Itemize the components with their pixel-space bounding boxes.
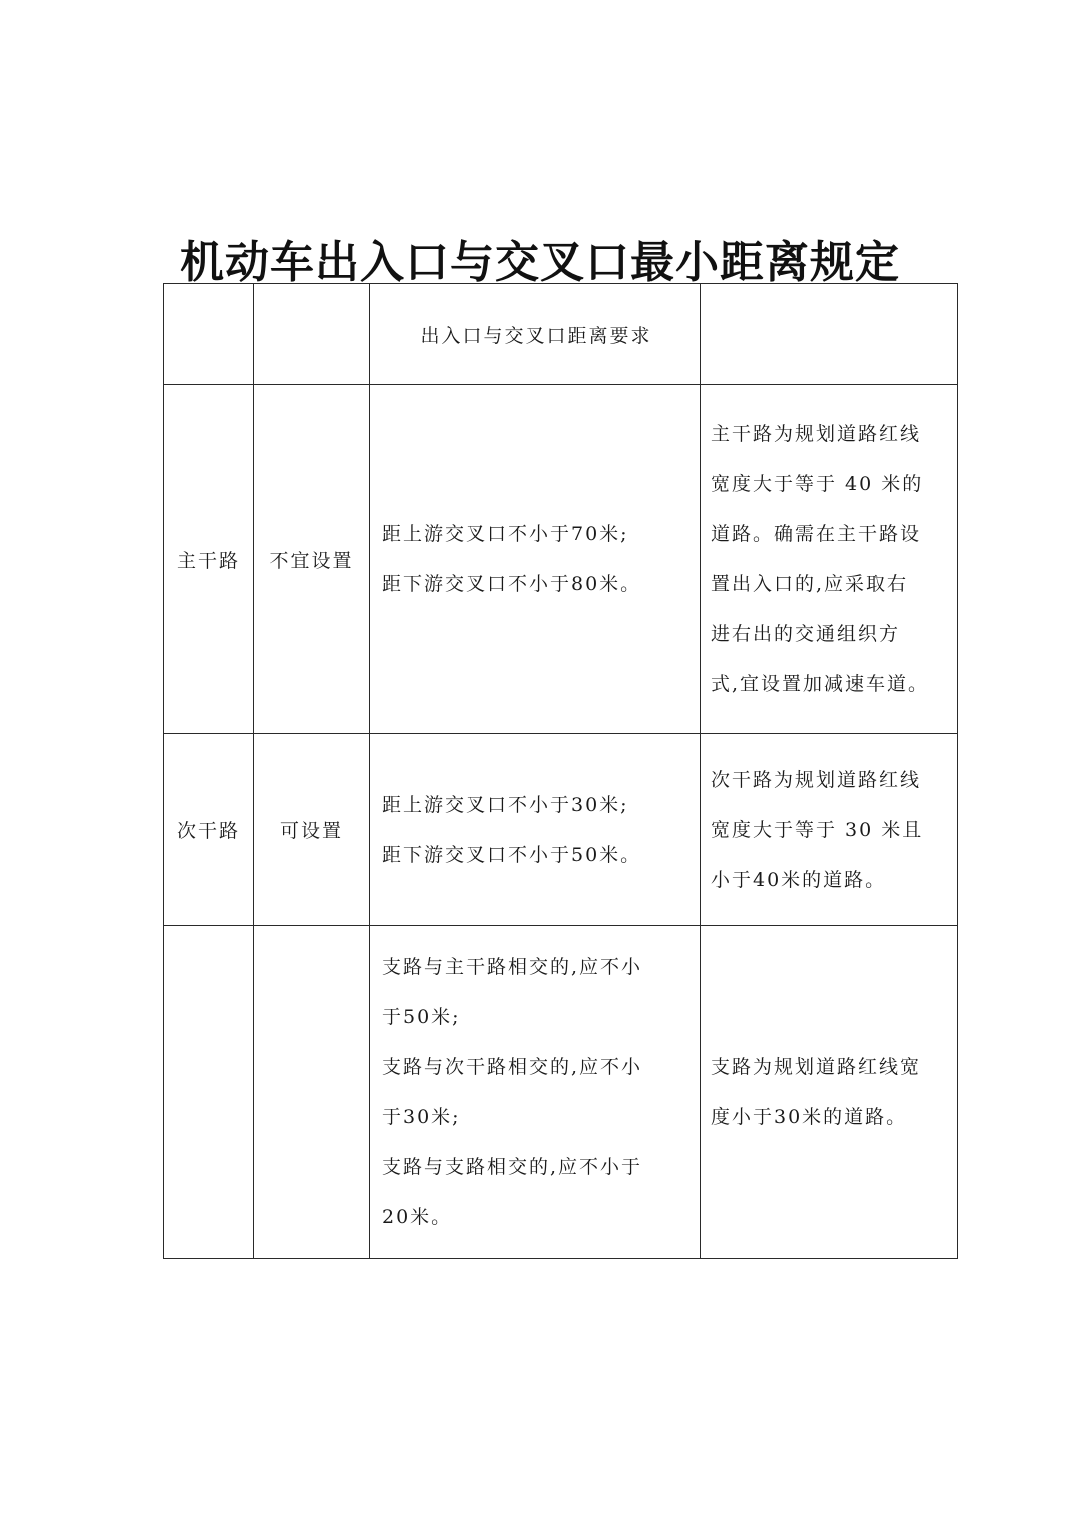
note-line: 主干路为规划道路红线 bbox=[711, 423, 922, 445]
note-line: 式,宜设置加减速车道。 bbox=[711, 673, 930, 695]
distance-rules-table bbox=[163, 283, 958, 1259]
distance-line: 支路与次干路相交的,应不小 bbox=[382, 1056, 643, 1078]
table-row-branch-road bbox=[164, 926, 958, 1259]
setting-cell: 不宜设置 bbox=[254, 385, 370, 734]
note-line: 进右出的交通组织方 bbox=[711, 623, 901, 645]
note-line: 宽度大于等于 30 米且 bbox=[711, 818, 924, 841]
note-line: 支路为规划道路红线宽 bbox=[711, 1056, 922, 1078]
setting-cell bbox=[254, 926, 370, 1259]
page-title: 机动车出入口与交叉口最小距离规定 bbox=[180, 237, 900, 288]
table-header-row bbox=[164, 284, 958, 385]
setting-cell: 可设置 bbox=[254, 734, 370, 926]
distance-cell bbox=[370, 385, 701, 734]
note-line: 小于40米的道路。 bbox=[711, 868, 887, 891]
distance-line: 支路与主干路相交的,应不小 bbox=[382, 956, 643, 978]
distance-line: 于30米; bbox=[382, 1106, 461, 1128]
note-line: 宽度大于等于 40 米的 bbox=[711, 473, 924, 495]
note-cell bbox=[701, 734, 958, 926]
note-line: 道路。确需在主干路设 bbox=[711, 523, 922, 545]
road-type-cell: 次干路 bbox=[164, 734, 254, 926]
note-line: 置出入口的,应采取右 bbox=[711, 573, 909, 595]
distance-line: 距下游交叉口不小于80米。 bbox=[382, 573, 642, 595]
note-cell bbox=[701, 385, 958, 734]
road-type-cell: 主干路 bbox=[164, 385, 254, 734]
header-cell-road-type bbox=[164, 284, 254, 385]
distance-cell bbox=[370, 926, 701, 1259]
distance-line: 距上游交叉口不小于30米; bbox=[382, 793, 629, 816]
distance-line: 支路与支路相交的,应不小于 bbox=[382, 1156, 643, 1178]
distance-line: 20米。 bbox=[382, 1206, 453, 1228]
distance-line: 距上游交叉口不小于70米; bbox=[382, 523, 629, 545]
table-row-secondary-road bbox=[164, 734, 958, 926]
distance-line: 距下游交叉口不小于50米。 bbox=[382, 843, 642, 866]
distance-line: 于50米; bbox=[382, 1006, 461, 1028]
note-line: 度小于30米的道路。 bbox=[711, 1106, 908, 1128]
header-cell-distance: 出入口与交叉口距离要求 bbox=[370, 284, 701, 385]
table-row-main-road bbox=[164, 385, 958, 734]
header-cell-setting bbox=[254, 284, 370, 385]
header-cell-note bbox=[701, 284, 958, 385]
note-line: 次干路为规划道路红线 bbox=[711, 768, 922, 791]
road-type-cell bbox=[164, 926, 254, 1259]
distance-cell bbox=[370, 734, 701, 926]
note-cell bbox=[701, 926, 958, 1259]
